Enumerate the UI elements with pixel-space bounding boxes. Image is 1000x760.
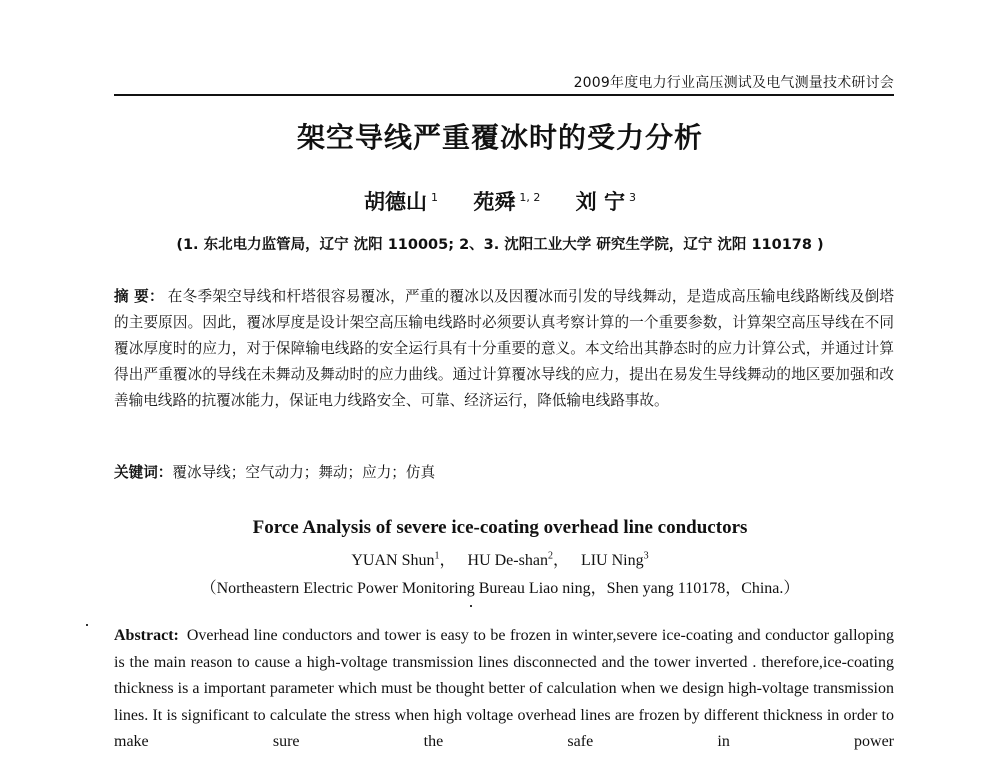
- abstract-english: [114, 623, 894, 756]
- running-header: 2009年度电力行业高压测试及电气测量技术研讨会: [573, 75, 894, 91]
- author-cn-3: 刘 宁 $^3$: [575, 190, 636, 214]
- title-english: Force Analysis of severe ice-coating overhead line conductors: [252, 517, 748, 538]
- author-cn-2: 苑舜 $^{1, 2}$: [473, 190, 541, 214]
- author-en-3: LIU Ning$^3$: [580, 550, 649, 569]
- abstract-en-label: Abstract:: [114, 627, 179, 644]
- author-en-1: YUAN Shun$^1$，: [351, 550, 456, 569]
- keywords-cn-label: 关键词：: [114, 464, 173, 481]
- affiliation-english: （Northeastern Electric Power Monitoring Bureau Liao ning，Shen yang 110178，China.）: [200, 580, 800, 597]
- keywords-chinese: [114, 460, 894, 486]
- scan-speck: [86, 624, 88, 626]
- author-en-2: HU De-shan$^2$，: [467, 550, 569, 569]
- authors-english: [0, 547, 1000, 570]
- abstract-cn-text: 在冬季架空导线和杆塔很容易覆冰，严重的覆冰以及因覆冰而引发的导线舞动，是造成高压输电线路断线及倒塔的主要原因。因此，覆冰厚度是设计架空高压输电线路时必须要认真考察计算的一个重要参数，计算架空高压导线在不同覆冰厚度时的应力，对于保障输电线路的安全运行具有十分重要的意义。本文给出其静态时的应力计算公式，并通过计算得出严重覆冰的导线在未舞动及舞动时的应力曲线。通过计算覆冰导线的应力，提出在易发生导线舞动的地区要加强和改善输电线路的抗覆冰能力，保证电力线路安全、可靠、经济运行，降低输电线路事故。: [114, 288, 894, 409]
- title-chinese: 架空导线严重覆冰时的受力分析: [296, 121, 703, 154]
- authors-chinese: [0, 186, 1000, 216]
- author-cn-1: 胡德山 $^1$: [364, 190, 439, 214]
- abstract-cn-label: 摘 要：: [114, 288, 164, 305]
- header-rule: [114, 94, 894, 96]
- affiliation-chinese: (1. 东北电力监管局，辽宁 沈阳 110005; 2、3. 沈阳工业大学 研究生学院，辽宁 沈阳 110178 ): [176, 237, 824, 253]
- abstract-chinese: [114, 284, 894, 414]
- abstract-en-text: Overhead line conductors and tower is easy to be frozen in winter,severe ice-coating and conductor galloping is the main reason to cause a high-voltage transmission lines disconnected and the tower inverted . therefore,ice-coating thickness is a important parameter which must be thought better of calculation when we design high-voltage transmission lines. It is significant to calculate the stress when high voltage overhead lines are frozen by different thickness in order to make sure the safe in power: [114, 627, 894, 750]
- scan-speck: [470, 605, 472, 607]
- keywords-cn-text: 覆冰导线；空气动力；舞动；应力；仿真: [172, 464, 436, 481]
